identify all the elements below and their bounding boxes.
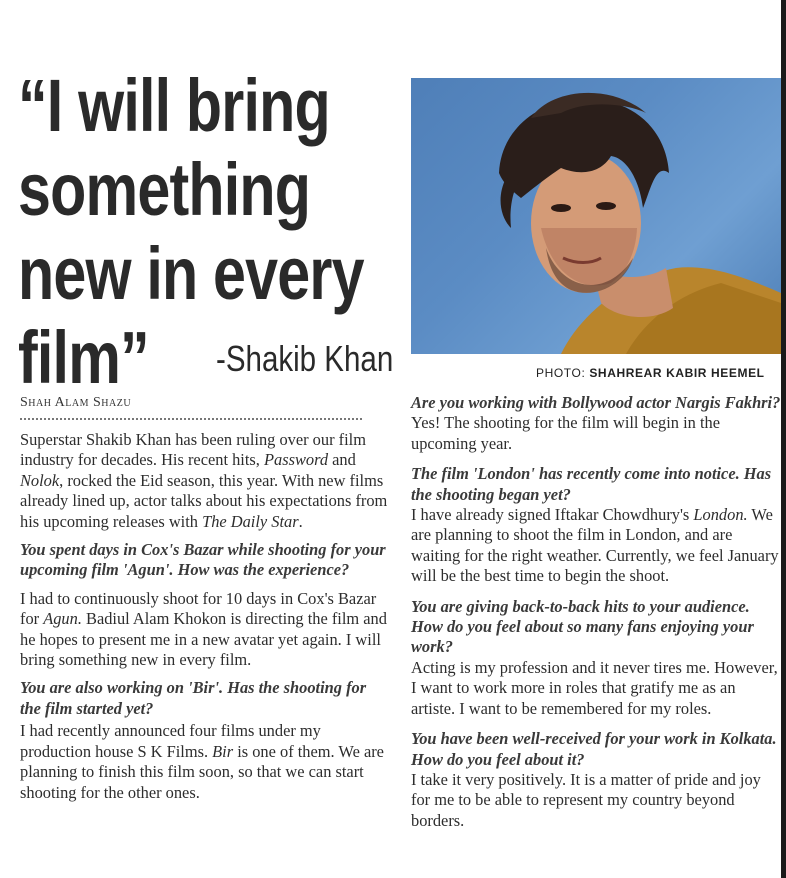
photo-credit-label: PHOTO: (536, 366, 586, 380)
interview-question: The film 'London' has recently come into notice. Has the shooting began yet? (411, 464, 772, 504)
interview-question: Are you working with Bollywood actor Nargis Fakhri? (411, 393, 781, 412)
interview-question: You have been well-received for your work in Kolkata. How do you feel about it? (411, 729, 777, 769)
interview-answer: I have already signed Iftakar Chowdhury's London. We are planning to shoot the film in London, and are waiting for the right weather. Currently, we feel January will be the best time to begin the shoot. (411, 505, 779, 586)
interview-answer: Acting is my profession and it never tires me. However, I want to work more in roles that gratify me as an artiste. I want to be remembered for my roles. (411, 657, 778, 718)
article-column-right (411, 393, 781, 831)
headline-line: “I will bring (18, 64, 330, 147)
quote-attribution: -Shakib Khan (216, 338, 394, 379)
article-column-left (20, 430, 390, 803)
interview-answer: I had recently announced four films under my production house S K Films. Bir is one of them. We are planning to finish this film soon, so that we can start shooting for the other ones. (20, 721, 384, 802)
page-edge (781, 0, 786, 878)
interview-question: You are giving back-to-back hits to your audience. How do you feel about so many fans enjoying your work? (411, 596, 754, 657)
photographer-name: SHAHREAR KABIR HEEMEL (589, 366, 765, 380)
interview-answer: Yes! The shooting for the film will begin in the upcoming year. (411, 413, 720, 453)
interview-question: You are also working on 'Bir'. Has the shooting for the film started yet? (20, 678, 367, 718)
headline-line: something (18, 148, 311, 231)
portrait-photo (411, 78, 781, 354)
portrait-illustration (411, 78, 781, 354)
headline-line: new in every (18, 232, 364, 315)
headline-line: film” (18, 316, 149, 399)
author-byline: Shah Alam Shazu (20, 395, 132, 410)
interview-answer: I take it very positively. It is a matter of pride and joy for me to be able to represent my country beyond borders. (411, 769, 761, 830)
byline-divider (20, 418, 362, 420)
interview-answer: I had to continuously shoot for 10 days in Cox's Bazar for Agun. Badiul Alam Khokon is directing the film and he hopes to present me in a new avatar yet again. I will bring something new in every film. (20, 588, 387, 670)
intro-paragraph: Superstar Shakib Khan has been ruling over our film industry for decades. His recent hits, Password and Nolok, rocked the Eid season, this year. With new films already lined up, actor talks about his expectations from his upcoming releases with The Daily Star. (20, 430, 388, 531)
photo-credit (536, 366, 765, 380)
interview-question: You spent days in Cox's Bazar while shooting for your upcoming film 'Agun'. How was the experience? (20, 540, 386, 580)
